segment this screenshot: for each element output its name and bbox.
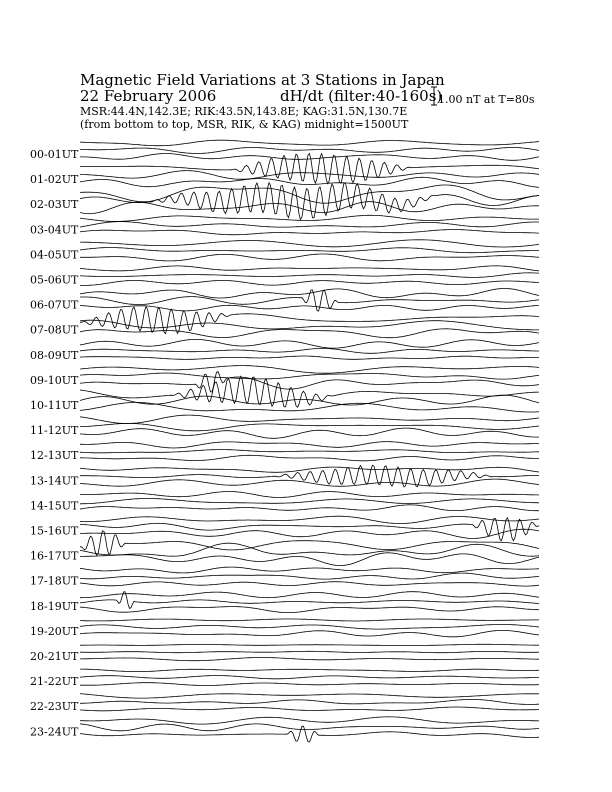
hour-label: 13-14UT	[30, 474, 79, 488]
chart-title: Magnetic Field Variations at 3 Stations in Japan	[80, 71, 445, 89]
trace-kag	[80, 339, 539, 348]
trace-rik	[80, 592, 539, 609]
trace-kag	[80, 366, 539, 374]
trace-kag	[80, 307, 539, 334]
trace-msr	[80, 230, 539, 235]
trace-kag	[80, 567, 539, 573]
trace-rik	[80, 273, 539, 278]
trace-kag	[80, 531, 539, 556]
hour-label: 17-18UT	[30, 574, 79, 588]
hour-label: 21-22UT	[30, 675, 79, 689]
trace-kag	[80, 492, 539, 498]
trace-msr	[80, 372, 539, 392]
hour-label: 20-21UT	[30, 650, 79, 663]
station-coordinates: MSR:44.4N,142.3E; RIK:43.5N,143.8E; KAG:31.5N,130.7E	[80, 105, 408, 118]
trace-kag	[80, 154, 539, 184]
trace-msr	[80, 177, 539, 187]
hour-label: 12-13UT	[30, 449, 79, 463]
trace-kag	[80, 669, 539, 672]
trace-kag	[80, 240, 539, 247]
scale-label: 1.00 nT at T=80s	[438, 93, 535, 106]
trace-msr	[80, 428, 539, 438]
chart-date: 22 February 2006	[80, 87, 217, 105]
trace-kag	[80, 289, 539, 299]
hour-label: 07-08UT	[30, 323, 79, 337]
trace-msr	[80, 455, 539, 461]
chart-measure: dH/dt (filter:40-160s)	[280, 87, 443, 105]
hour-label: 06-07UT	[30, 298, 79, 312]
hour-label: 16-17UT	[30, 549, 79, 563]
trace-msr	[80, 529, 539, 538]
trace-msr	[80, 356, 539, 359]
trace-rik	[80, 651, 539, 652]
hour-label: 04-05UT	[30, 248, 79, 262]
trace-kag	[80, 266, 539, 271]
trace-kag	[80, 694, 539, 699]
trace-kag	[80, 644, 539, 645]
trace-rik	[80, 699, 539, 704]
trace-rik	[80, 450, 539, 453]
trace-rik	[80, 348, 539, 353]
hour-label: 02-03UT	[30, 198, 79, 212]
trace-msr	[80, 683, 539, 686]
trace-kag	[80, 415, 539, 423]
hour-label: 10-11UT	[30, 399, 79, 412]
trace-kag	[80, 516, 539, 523]
hour-label: 08-09UT	[30, 348, 79, 362]
hour-label: 19-20UT	[30, 624, 79, 638]
trace-rik	[80, 625, 539, 630]
trace-kag	[80, 442, 539, 448]
trace-rik	[80, 248, 539, 253]
trace-msr	[80, 329, 539, 338]
trace-rik	[80, 423, 539, 430]
trace-rik	[80, 465, 539, 487]
hour-label: 09-10UT	[30, 373, 79, 387]
trace-msr	[80, 726, 539, 742]
hour-label: 18-19UT	[30, 599, 79, 613]
trace-msr	[80, 658, 539, 661]
trace-kag	[80, 619, 539, 621]
trace-rik	[80, 518, 539, 541]
hour-label: 00-01UT	[30, 148, 79, 161]
hour-label: 14-15UT	[30, 499, 79, 513]
trace-msr	[80, 607, 539, 613]
trace-rik	[80, 724, 539, 731]
trace-kag	[80, 140, 539, 146]
hour-label: 03-04UT	[30, 223, 79, 237]
trace-rik	[80, 171, 539, 180]
hour-label: 05-06UT	[30, 273, 79, 287]
trace-kag	[80, 376, 539, 407]
trace-rik	[80, 676, 539, 679]
hour-label: 22-23UT	[30, 700, 79, 714]
trace-rik	[80, 222, 539, 228]
trace-msr	[80, 479, 539, 486]
trace-msr	[80, 630, 539, 636]
trace-msr	[80, 202, 539, 214]
trace-msr	[80, 254, 539, 261]
trace-kag	[80, 717, 539, 724]
hour-label: 11-12UT	[30, 424, 79, 438]
trace-msr	[80, 553, 539, 566]
hour-label: 15-16UT	[30, 524, 79, 538]
station-order-note: (from bottom to top, MSR, RIK, & KAG) midnight=1500UT	[80, 118, 409, 131]
hour-label: 23-24UT	[30, 725, 79, 739]
trace-rik	[80, 499, 539, 504]
trace-msr	[80, 505, 539, 511]
trace-msr	[80, 281, 539, 286]
trace-msr	[80, 305, 539, 311]
trace-rik	[80, 148, 539, 154]
trace-msr	[80, 707, 539, 711]
hour-label: 01-02UT	[30, 173, 79, 187]
trace-kag	[80, 592, 539, 598]
trace-msr	[80, 582, 539, 586]
trace-kag	[80, 215, 539, 221]
trace-rik	[80, 573, 539, 579]
trace-rik	[80, 373, 539, 379]
trace-rik	[80, 320, 539, 330]
